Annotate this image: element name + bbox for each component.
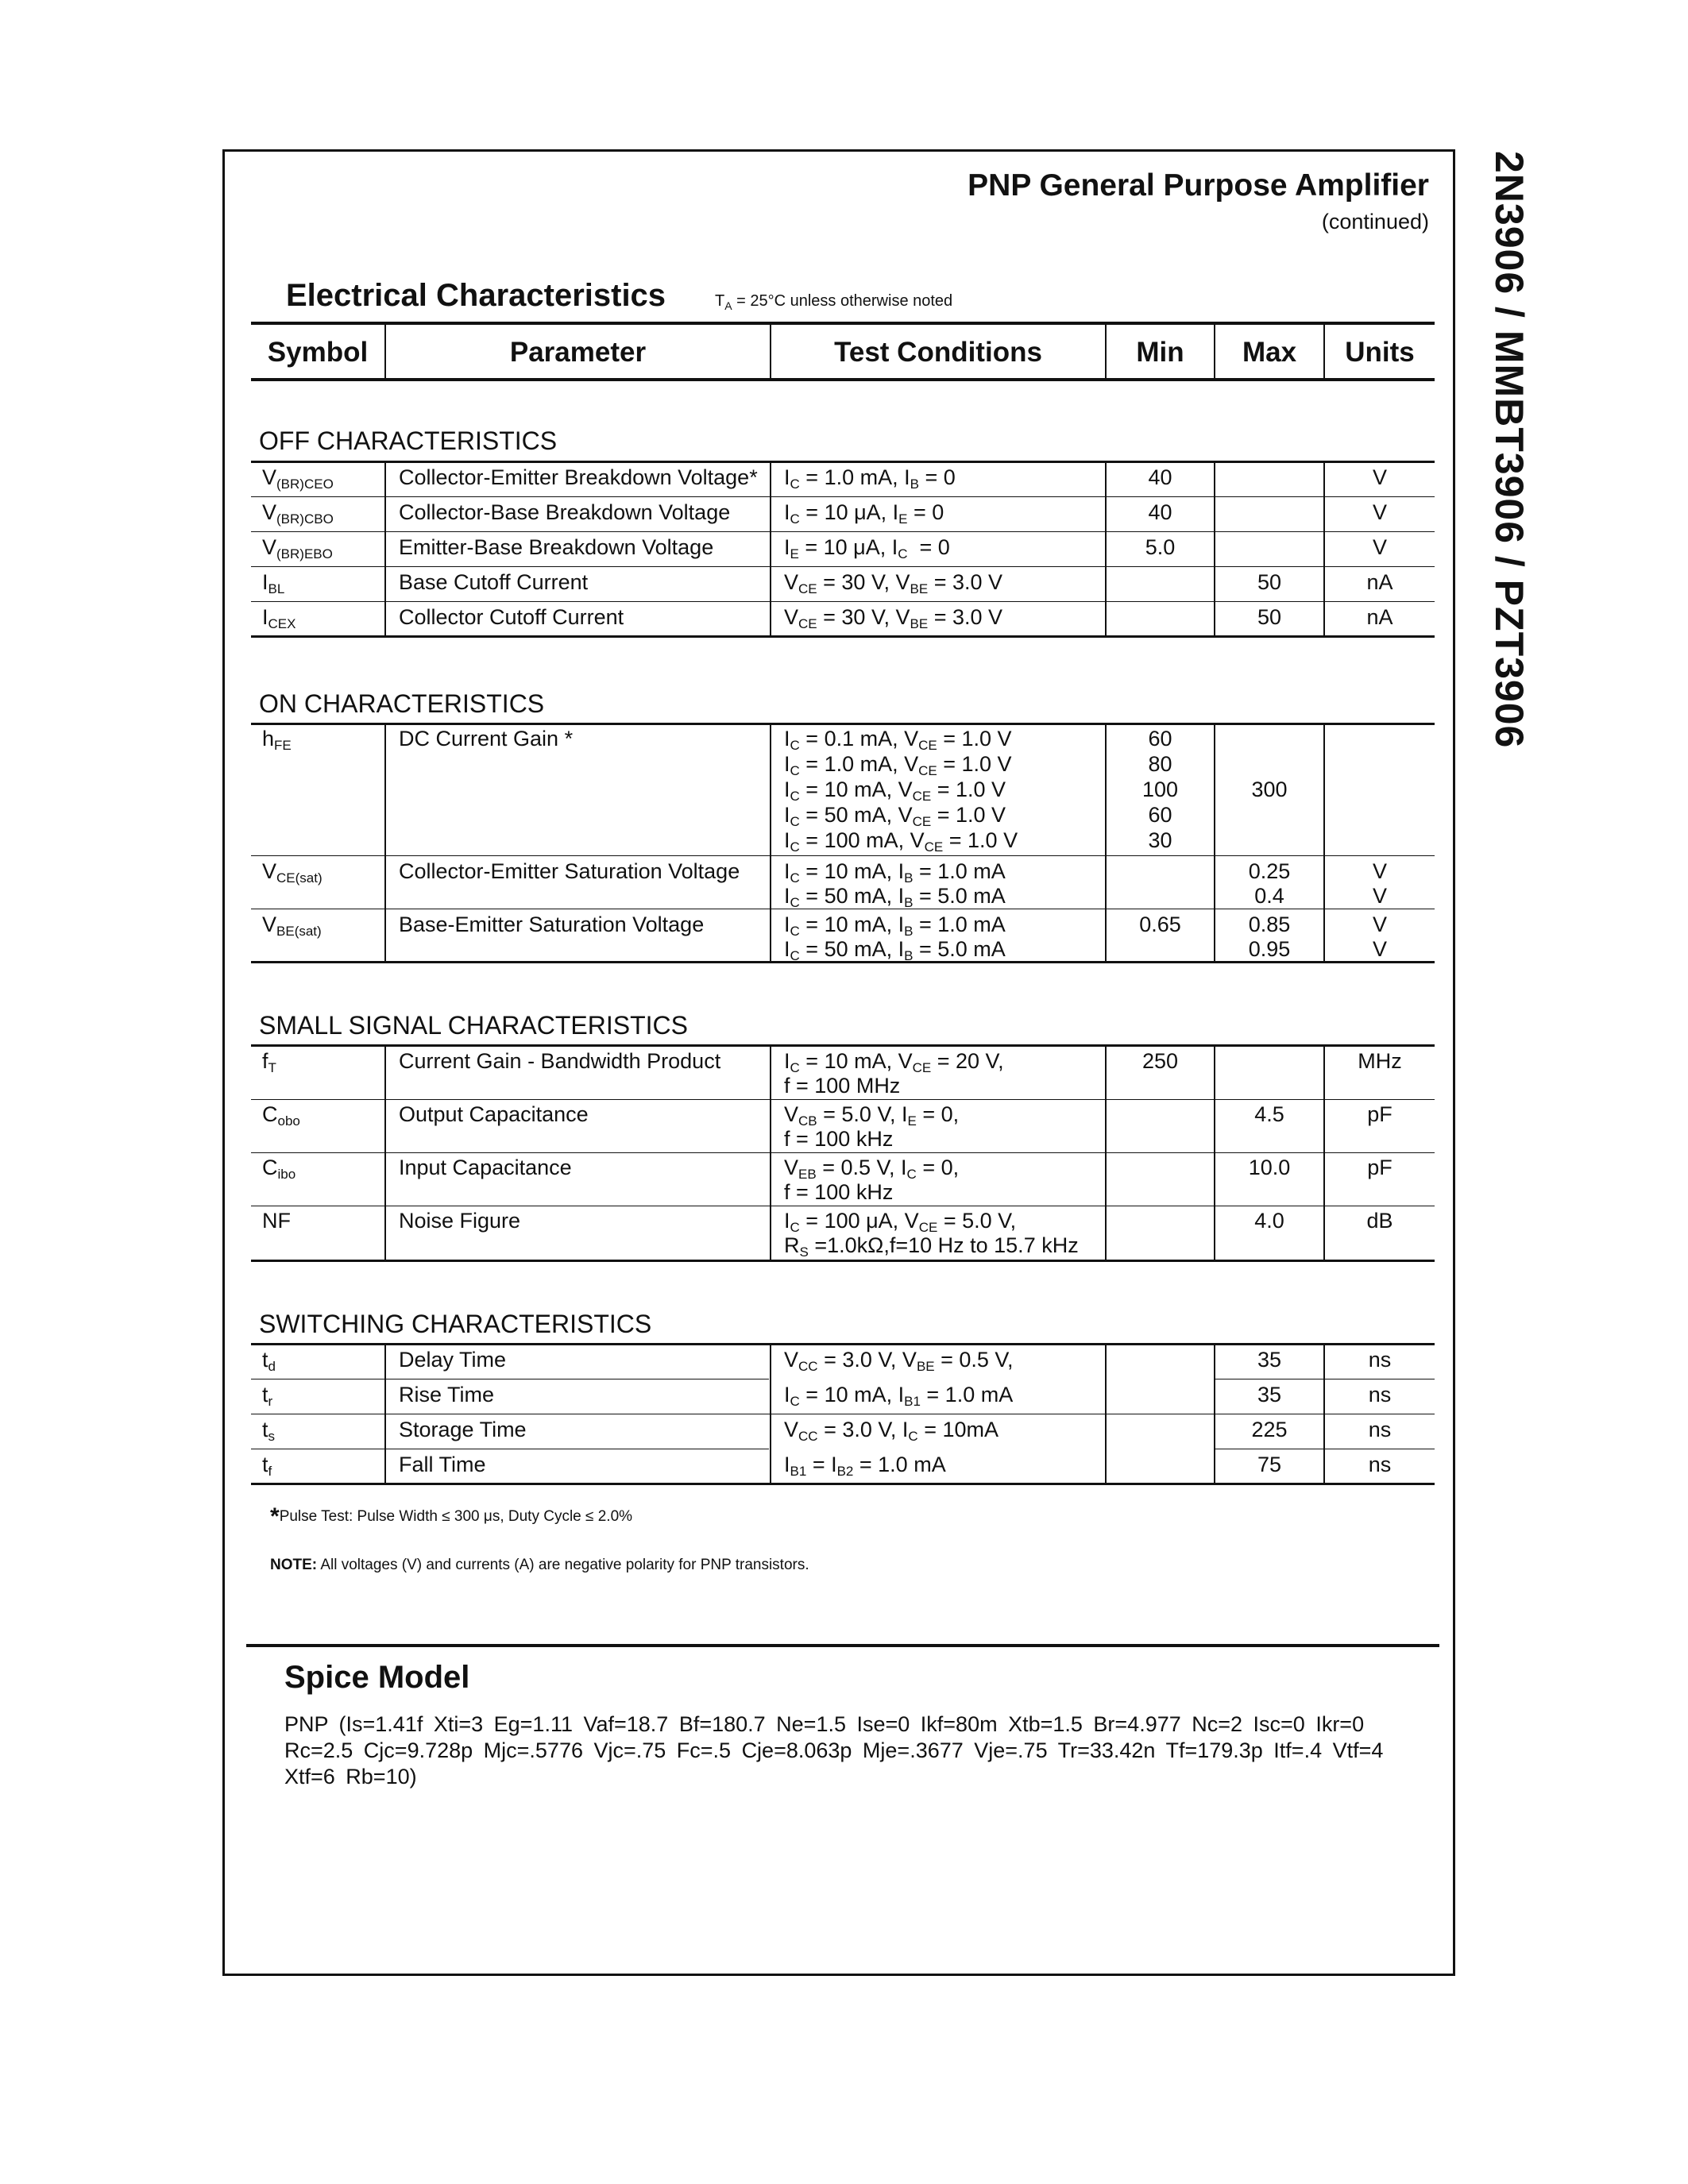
off-characteristics-title: OFF CHARACTERISTICS [259,426,558,455]
max-value: 50 [1257,605,1282,629]
test-condition: $V_{CE} = 30$ V, $V_{BE} = 3.0$ V [784,605,1003,631]
min-value: 40 [1148,500,1172,524]
test-condition: $I_C = 50$ mA, $V_{CE} = 1.0$ V [784,803,1006,829]
param-cell: Delay Time [399,1348,507,1372]
symbol-vbesat: $V_{BE(sat)}$ [262,913,322,939]
units-value: ns [1368,1348,1392,1372]
test-condition: $I_C = 10$ mA, $V_{CE} = 20$ V, [784,1049,1004,1075]
col-divider [770,725,771,961]
max-value: 0.85 [1248,913,1291,936]
test-condition: $V_{CB} = 5.0$ V, $I_E = 0$, [784,1102,960,1129]
param-cell: Input Capacitance [399,1156,572,1179]
min-value: 30 [1148,828,1172,852]
test-condition: $I_C = 100$ μA, $V_{CE} = 5.0$ V, [784,1209,1017,1235]
col-divider [1105,1047,1107,1260]
col-symbol: Symbol [267,337,369,368]
row-rule [251,601,1435,602]
max-value: 4.5 [1254,1102,1284,1126]
symbol-vbrcbo: $V_{(BR)CBO}$ [262,500,334,527]
test-condition: $I_C = 100$ mA, $V_{CE} = 1.0$ V [784,828,1018,855]
on-characteristics-title: ON CHARACTERISTICS [259,689,545,718]
section-rule [251,723,1435,725]
symbol-cobo: $C_{obo}$ [262,1102,300,1129]
spice-line: PNP (Is=1.41f Xti=3 Eg=1.11 Vaf=18.7 Bf=180.7 Ne=1.5 Ise=0 Ikf=80m Xtb=1.5 Br=4.977 Nc=2 Isc=0 Ikr=0 [284,1712,1365,1736]
units-value: dB [1366,1209,1393,1233]
temperature-note: $T_A = 25^\circ C$ unless otherwise noted [715,292,953,312]
test-condition: $I_C = 10$ μA, $I_E = 0$ [784,500,944,527]
param-cell: Fall Time [399,1453,486,1476]
part-number-side-title: 2N3906 / MMBT3906 / PZT3906 [1487,151,1532,749]
symbol-vbrceo: $V_{(BR)CEO}$ [262,465,334,492]
row-rule [251,496,1435,497]
param-cell: Emitter-Base Breakdown Voltage [399,535,714,559]
col-divider [384,725,386,961]
test-condition: f = 100 kHz [784,1127,894,1151]
col-divider [384,1047,386,1260]
symbol-cibo: $C_{ibo}$ [262,1156,296,1182]
section-rule [251,1343,1435,1345]
header-top-rule [251,322,1435,325]
units-value: ns [1368,1383,1392,1406]
units-value: V [1372,937,1387,961]
param-cell: Collector-Emitter Breakdown Voltage* [399,465,758,489]
continued-label: (continued) [1321,210,1429,233]
switching-title: SWITCHING CHARACTERISTICS [259,1310,652,1338]
min-value: 40 [1148,465,1172,489]
col-units: Units [1345,337,1415,368]
header-bottom-rule [251,378,1435,381]
max-value: 50 [1257,570,1282,594]
units-value: pF [1367,1156,1393,1179]
symbol-td: $t_d$ [262,1348,276,1374]
units-value: nA [1366,570,1393,594]
units-value: MHz [1358,1049,1402,1073]
col-parameter: Parameter [509,337,647,368]
param-cell: Collector Cutoff Current [399,605,624,629]
test-condition: $I_C = 1.0$ mA, $I_B = 0$ [784,465,956,492]
symbol-icex: $I_{CEX}$ [262,605,296,631]
test-condition: $I_C = 0.1$ mA, $V_{CE} = 1.0$ V [784,727,1012,753]
small-signal-title: SMALL SIGNAL CHARACTERISTICS [259,1011,688,1040]
electrical-characteristics-title: Electrical Characteristics [286,278,666,313]
max-value: 300 [1251,778,1288,801]
polarity-note: NOTE: All voltages (V) and currents (A) are negative polarity for PNP transistors. [270,1557,809,1573]
symbol-tf: $t_f$ [262,1453,272,1479]
units-value: V [1372,884,1387,908]
param-cell: Noise Figure [399,1209,521,1233]
test-condition: $I_C = 10$ mA, $I_B = 1.0$ mA [784,913,1006,939]
col-divider [770,1345,771,1483]
col-test-conditions: Test Conditions [834,337,1042,368]
test-condition: $I_C = 10$ mA, $I_B = 1.0$ mA [784,859,1006,886]
min-value: 100 [1141,778,1179,801]
min-value: 60 [1148,803,1172,827]
spice-line: Rc=2.5 Cjc=9.728p Mjc=.5776 Vjc=.75 Fc=.5 Cje=8.063p Mje=.3677 Vje=.75 Tr=33.42n Tf=179.3p Itf=.4 Vtf=4 [284,1738,1384,1762]
symbol-ft: $f_T$ [262,1049,276,1075]
param-cell: Output Capacitance [399,1102,589,1126]
section-rule [251,635,1435,638]
test-condition: $I_C = 10$ mA, $V_{CE} = 1.0$ V [784,778,1006,804]
units-value: V [1372,859,1387,883]
max-value: 225 [1251,1418,1288,1441]
test-condition: f = 100 kHz [784,1180,894,1204]
test-condition: $I_C = 10$ mA, $I_{B1} = 1.0$ mA [784,1383,1014,1409]
test-condition: $R_S =1.0k\Omega,f=10$ Hz to 15.7 kHz [784,1233,1079,1260]
param-cell: Base Cutoff Current [399,570,589,594]
max-value: 35 [1257,1348,1282,1372]
col-divider [384,1345,386,1483]
col-divider [770,1047,771,1260]
row-rule [251,566,1435,567]
symbol-hfe: $h_{FE}$ [262,727,292,753]
min-value: 250 [1141,1049,1179,1073]
test-condition: $I_C = 50$ mA, $I_B = 5.0$ mA [784,884,1006,910]
min-value: 0.65 [1139,913,1181,936]
units-value: nA [1366,605,1393,629]
max-value: 0.95 [1248,937,1291,961]
symbol-ibl: $I_{BL}$ [262,570,285,596]
param-cell: Collector-Base Breakdown Voltage [399,500,731,524]
param-cell: Current Gain - Bandwidth Product [399,1049,721,1073]
col-max: Max [1242,337,1297,368]
units-value: V [1372,500,1387,524]
spice-model-title: Spice Model [284,1660,470,1695]
symbol-tr: $t_r$ [262,1383,273,1409]
section-rule [251,1044,1435,1047]
test-condition: $I_C = 1.0$ mA, $V_{CE} = 1.0$ V [784,752,1012,778]
section-rule [251,461,1435,463]
min-value: 60 [1148,727,1172,751]
spice-rule [246,1644,1439,1647]
test-condition: $V_{EB} = 0.5$ V, $I_C = 0$, [784,1156,960,1182]
symbol-vbrebo: $V_{(BR)EBO}$ [262,535,333,561]
max-value: 10.0 [1248,1156,1291,1179]
units-value: ns [1368,1453,1392,1476]
units-value: V [1372,465,1387,489]
min-value: 5.0 [1145,535,1176,559]
symbol-vcesat: $V_{CE(sat)}$ [262,859,323,886]
symbol-ts: $t_s$ [262,1418,276,1444]
max-value: 35 [1257,1383,1282,1406]
symbol-nf: NF [262,1209,291,1233]
min-value: 80 [1148,752,1172,776]
row-rule [251,531,1435,532]
spice-line: Xtf=6 Rb=10) [284,1765,417,1788]
row-rule [251,1152,1435,1153]
test-condition: $I_E = 10$ μA, $I_C = 0$ [784,535,950,561]
col-divider [770,463,771,635]
max-value: 0.4 [1254,884,1284,908]
row-rule [251,855,1435,856]
pulse-test-footnote: *Pulse Test: Pulse Width ≤ 300 μs, Duty Cycle ≤ 2.0% [270,1503,633,1530]
param-cell: Storage Time [399,1418,527,1441]
test-condition: $I_{B1} = I_{B2} = 1.0$ mA [784,1453,946,1479]
param-cell: Rise Time [399,1383,495,1406]
max-value: 4.0 [1254,1209,1284,1233]
param-cell: Collector-Emitter Saturation Voltage [399,859,740,883]
max-value: 0.25 [1248,859,1291,883]
units-value: V [1372,535,1387,559]
section-rule [251,1483,1435,1485]
test-condition: $V_{CC} = 3.0$ V, $V_{BE} = 0.5$ V, [784,1348,1014,1374]
row-rule [251,1099,1435,1100]
test-condition: $V_{CE} = 30$ V, $V_{BE} = 3.0$ V [784,570,1003,596]
col-divider [384,463,386,635]
test-condition: $I_C = 50$ mA, $I_B = 5.0$ mA [784,937,1006,963]
param-cell: DC Current Gain * [399,727,574,751]
units-value: V [1372,913,1387,936]
test-condition: f = 100 MHz [784,1074,901,1098]
max-value: 75 [1257,1453,1282,1476]
document-title: PNP General Purpose Amplifier [968,168,1429,203]
test-condition: $V_{CC} = 3.0$ V, $I_C = 10mA$ [784,1418,999,1444]
units-value: ns [1368,1418,1392,1441]
col-min: Min [1136,337,1184,368]
section-rule [251,1260,1435,1262]
param-cell: Base-Emitter Saturation Voltage [399,913,705,936]
col-divider [1105,1345,1107,1483]
units-value: pF [1367,1102,1393,1126]
